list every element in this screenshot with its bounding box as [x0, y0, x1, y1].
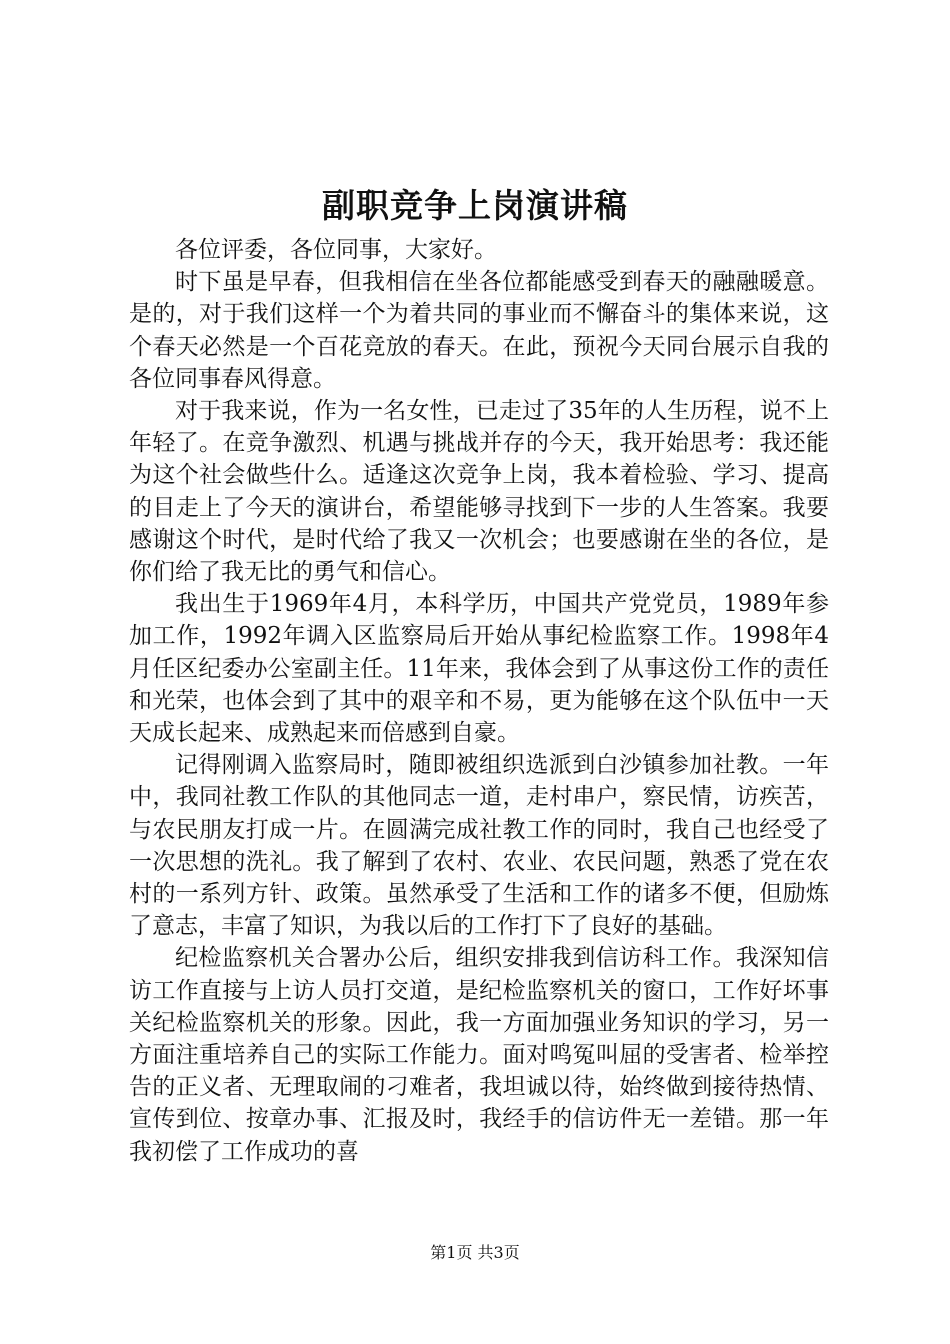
paragraph-self-intro: 对于我来说，作为一名女性，已走过了35年的人生历程，说不上年轻了。在竞争激烈、机遇与挑战并存的今天，我开始思考：我还能为这个社会做些什么。适逢这次竞争上岗，我本着检验、学习、提高的目走上了今天的演讲台，希望能够寻找到下一步的人生答案。我要感谢这个时代，是时代给了我又一次机会；也要感谢在坐的各位，是你们给了我无比的勇气和信心。	[129, 398, 829, 586]
document-body	[129, 234, 829, 1168]
paragraph-spring: 时下虽是早春，但我相信在坐各位都能感受到春天的融融暖意。是的，对于我们这样一个为着共同的事业而不懈奋斗的集体来说，这个春天必然是一个百花竞放的春天。在此，预祝今天同台展示自我的各位同事春风得意。	[129, 269, 829, 392]
paragraph-social-education: 记得刚调入监察局时，随即被组织选派到白沙镇参加社教。一年中，我同社教工作队的其他同志一道，走村串户，察民情，访疾苦，与农民朋友打成一片。在圆满完成社教工作的同时，我自己也经受了一次思想的洗礼。我了解到了农村、农业、农民问题，熟悉了党在农村的一系列方针、政策。虽然承受了生活和工作的诸多不便，但励炼了意志，丰富了知识，为我以后的工作打下了良好的基础。	[129, 752, 829, 940]
page-number-footer: 第1页 共3页	[430, 1243, 520, 1262]
paragraph-greeting: 各位评委，各位同事，大家好。	[175, 237, 497, 263]
document-title: 副职竞争上岗演讲稿	[322, 186, 628, 225]
paragraph-background: 我出生于1969年4月，本科学历，中国共产党党员，1989年参加工作，1992年调入区监察局后开始从事纪检监察工作。1998年4月任区纪委办公室副主任。11年来，我体会到了从事这份工作的责任和光荣，也体会到了其中的艰辛和不易，更为能够在这个队伍中一天天成长起来、成熟起来而倍感到自豪。	[129, 591, 829, 747]
paragraph-petition-work: 纪检监察机关合署办公后，组织安排我到信访科工作。我深知信访工作直接与上访人员打交道，是纪检监察机关的窗口，工作好坏事关纪检监察机关的形象。因此，我一方面加强业务知识的学习，另一方面注重培养自己的实际工作能力。面对鸣冤叫屈的受害者、检举控告的正义者、无理取闹的刁难者，我坦诚以待，始终做到接待热情、宣传到位、按章办事、汇报及时，我经手的信访件无一差错。那一年我初偿了工作成功的喜	[129, 945, 829, 1165]
